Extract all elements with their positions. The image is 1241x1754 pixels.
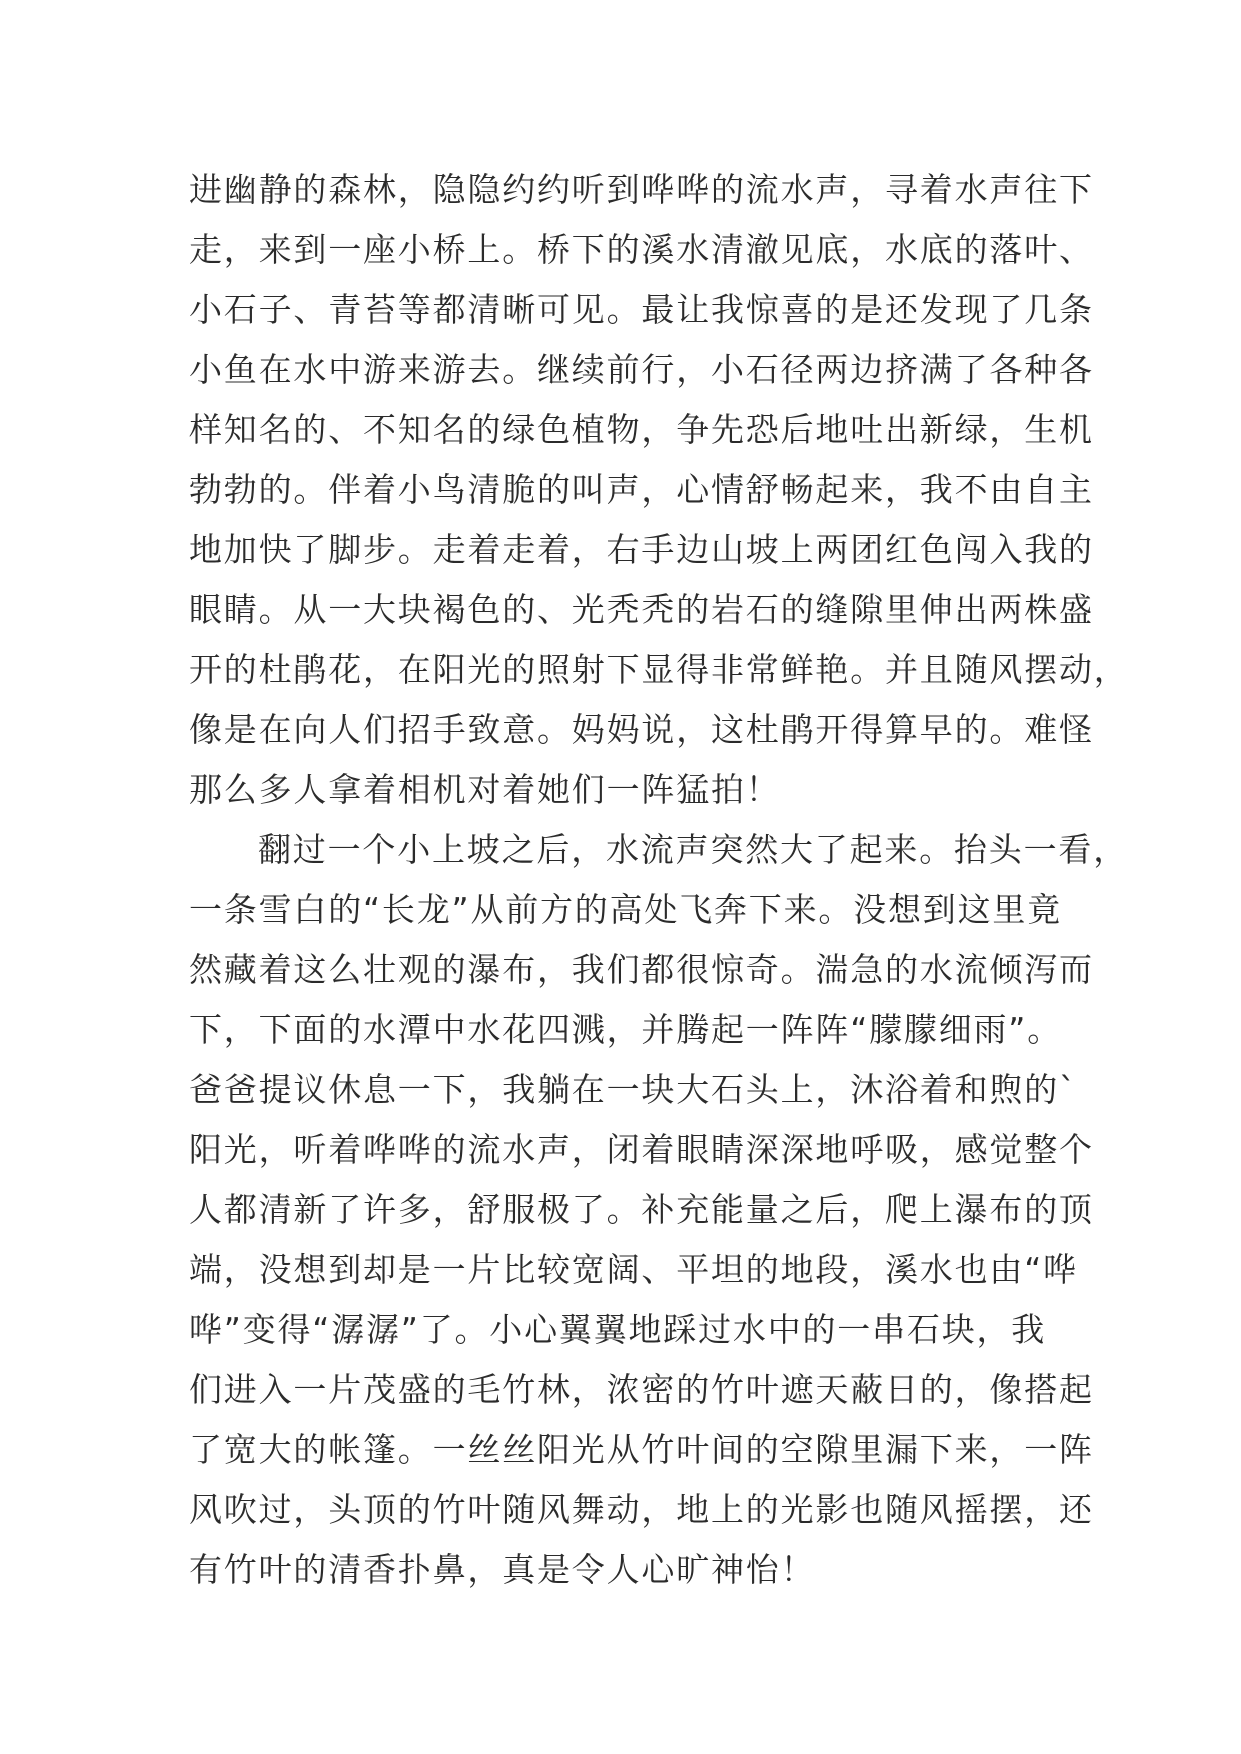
text-line: 小石子、青苔等都清晰可见。最让我惊喜的是还发现了几条 xyxy=(189,290,1094,329)
text-line: 爸爸提议休息一下，我躺在一块大石头上，沐浴着和煦的` xyxy=(189,1070,1078,1109)
body-text xyxy=(189,160,1129,1600)
text-line: 下，下面的水潭中水花四溅，并腾起一阵阵“朦朦细雨”。 xyxy=(189,1010,1062,1049)
text-line: 像是在向人们招手致意。妈妈说，这杜鹃开得算早的。难怪 xyxy=(189,710,1094,749)
text-line: 人都清新了许多，舒服极了。补充能量之后，爬上瀑布的顶 xyxy=(189,1190,1094,1229)
text-line: 小鱼在水中游来游去。继续前行，小石径两边挤满了各种各 xyxy=(189,350,1094,389)
text-line: 哗”变得“潺潺”了。小心翼翼地踩过水中的一串石块，我 xyxy=(189,1310,1047,1349)
text-line: 地加快了脚步。走着走着，右手边山坡上两团红色闯入我的 xyxy=(189,530,1094,569)
text-line: 眼睛。从一大块褐色的、光秃秃的岩石的缝隙里伸出两株盛 xyxy=(189,590,1094,629)
text-line: 然藏着这么壮观的瀑布，我们都很惊奇。湍急的水流倾泻而 xyxy=(189,950,1094,989)
text-line: 开的杜鹃花，在阳光的照射下显得非常鲜艳。并且随风摆动， xyxy=(189,650,1129,689)
text-line: 阳光，听着哗哗的流水声，闭着眼睛深深地呼吸，感觉整个 xyxy=(189,1130,1094,1169)
text-line: 样知名的、不知名的绿色植物，争先恐后地吐出新绿，生机 xyxy=(189,410,1094,449)
text-line: 有竹叶的清香扑鼻，真是令人心旷神怡！ xyxy=(189,1550,816,1589)
paragraph-start-line: 翻过一个小上坡之后，水流声突然大了起来。抬头一看， xyxy=(258,830,1128,869)
text-line: 那么多人拿着相机对着她们一阵猛拍！ xyxy=(189,770,781,809)
text-line: 了宽大的帐篷。一丝丝阳光从竹叶间的空隙里漏下来，一阵 xyxy=(189,1430,1094,1469)
text-line: 勃勃的。伴着小鸟清脆的叫声，心情舒畅起来，我不由自主 xyxy=(189,470,1094,509)
text-line: 们进入一片茂盛的毛竹林，浓密的竹叶遮天蔽日的，像搭起 xyxy=(189,1370,1094,1409)
text-line: 端，没想到却是一片比较宽阔、平坦的地段，溪水也由“哗 xyxy=(189,1250,1078,1289)
text-line: 一条雪白的“长龙”从前方的高处飞奔下来。没想到这里竟 xyxy=(189,890,1062,929)
text-line: 风吹过，头顶的竹叶随风舞动，地上的光影也随风摇摆，还 xyxy=(189,1490,1094,1529)
text-line: 走，来到一座小桥上。桥下的溪水清澈见底，水底的落叶、 xyxy=(189,230,1094,269)
text-line: 进幽静的森林，隐隐约约听到哗哗的流水声，寻着水声往下 xyxy=(189,170,1094,209)
